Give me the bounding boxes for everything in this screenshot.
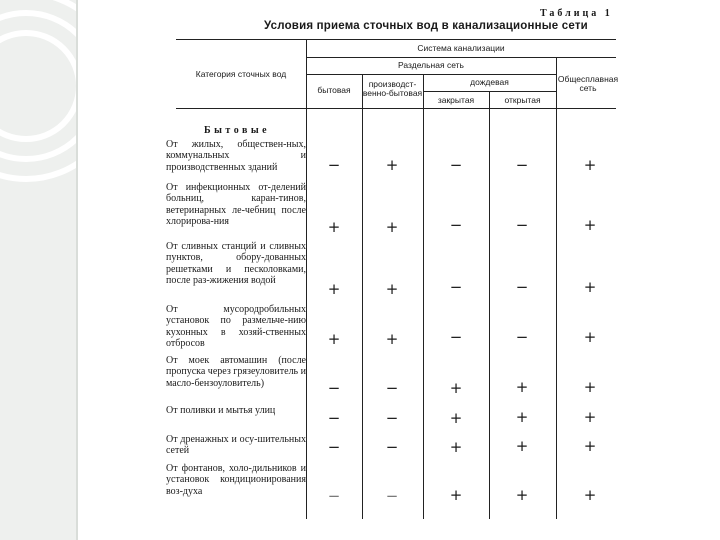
header-storm: дождевая bbox=[470, 77, 509, 87]
table-cell-mark: + bbox=[515, 486, 529, 504]
table-number: Таблица 1 bbox=[540, 8, 613, 19]
table-cell-mark: − bbox=[515, 156, 529, 174]
table-cell-mark: + bbox=[515, 408, 529, 426]
category-cell: От фонтанов, холо-дильников и установок кондиционирования воз-духа bbox=[166, 463, 306, 497]
table-cell-mark: + bbox=[385, 330, 399, 348]
table-cell-mark: + bbox=[327, 330, 341, 348]
table-cell-mark: + bbox=[583, 156, 597, 174]
category-cell: От поливки и мытья улиц bbox=[166, 405, 276, 416]
table-cell-mark: − bbox=[515, 278, 529, 296]
header-domestic: бытовая bbox=[317, 85, 351, 95]
table-cell-mark: − bbox=[385, 409, 399, 427]
table-cell-mark: + bbox=[449, 379, 463, 397]
table-cell-mark: + bbox=[449, 438, 463, 456]
table-cell-mark: − bbox=[449, 216, 463, 234]
category-cell: От моек автомашин (после пропуска через грязеуловитель и масло-бензоуловитель) bbox=[166, 355, 306, 389]
section-title: Бытовые bbox=[204, 125, 271, 136]
table-cell-mark: + bbox=[449, 409, 463, 427]
table-cell-mark: + bbox=[385, 156, 399, 174]
table-cell-mark: + bbox=[583, 278, 597, 296]
category-cell: От мусородробильных установок по размельче-нию кухонных в хозяй-ственных отбросов bbox=[166, 304, 306, 350]
table-cell-mark: − bbox=[515, 216, 529, 234]
table-title: Условия приема сточных вод в канализационные сети bbox=[264, 20, 588, 32]
table-cell-mark: + bbox=[583, 437, 597, 455]
table-cell-mark: − bbox=[449, 328, 463, 346]
header-bottom-rule bbox=[176, 108, 616, 109]
category-cell: От инфекционных от-делений больниц, каран-тинов, ветеринарных ле-чебниц после хлорирова-ния bbox=[166, 182, 306, 228]
header-sewer-system: Система канализации bbox=[417, 43, 505, 53]
table-cell-mark: − bbox=[327, 409, 341, 427]
table-cell-mark: + bbox=[515, 437, 529, 455]
table-cell-mark: + bbox=[385, 218, 399, 236]
table-cell-mark: − bbox=[327, 438, 341, 456]
table-cell-mark: + bbox=[327, 218, 341, 236]
table-cell-mark: − bbox=[385, 487, 399, 505]
category-cell: От жилых, обществен-ных, коммунальных и производственных зданий bbox=[166, 139, 306, 173]
table-cell-mark: + bbox=[327, 280, 341, 298]
table-cell-mark: + bbox=[583, 216, 597, 234]
header-top-rule bbox=[176, 39, 616, 40]
table-cell-mark: − bbox=[449, 278, 463, 296]
table-cell-mark: + bbox=[583, 378, 597, 396]
table-cell-mark: + bbox=[515, 378, 529, 396]
header-category: Категория сточных вод bbox=[195, 69, 287, 79]
table-cell-mark: + bbox=[583, 328, 597, 346]
table-cell-mark: − bbox=[385, 379, 399, 397]
document-page bbox=[160, 0, 620, 540]
decorative-side-panel bbox=[0, 0, 78, 540]
table-cell-mark: − bbox=[449, 156, 463, 174]
header-open: открытая bbox=[504, 95, 541, 105]
table-cell-mark: − bbox=[327, 379, 341, 397]
table-cell-mark: − bbox=[515, 328, 529, 346]
table-cell-mark: − bbox=[327, 156, 341, 174]
table-cell-mark: + bbox=[385, 280, 399, 298]
table-cell-mark: − bbox=[385, 438, 399, 456]
header-industrial-domestic: производст- венно-бытовая bbox=[362, 79, 423, 98]
category-cell: От сливных станций и сливных пунктов, обору-дованных решетками и песколовками, после раз-жижения водой bbox=[166, 241, 306, 287]
header-combined: Общесплавная сеть bbox=[557, 74, 619, 93]
header-separate-network: Раздельная сеть bbox=[398, 60, 464, 70]
header-closed: закрытая bbox=[437, 95, 475, 105]
category-cell: От дренажных и осу-шительных сетей bbox=[166, 434, 306, 457]
table-cell-mark: + bbox=[449, 486, 463, 504]
table-cell-mark: + bbox=[583, 408, 597, 426]
table-cell-mark: − bbox=[327, 487, 341, 505]
table-cell-mark: + bbox=[583, 486, 597, 504]
